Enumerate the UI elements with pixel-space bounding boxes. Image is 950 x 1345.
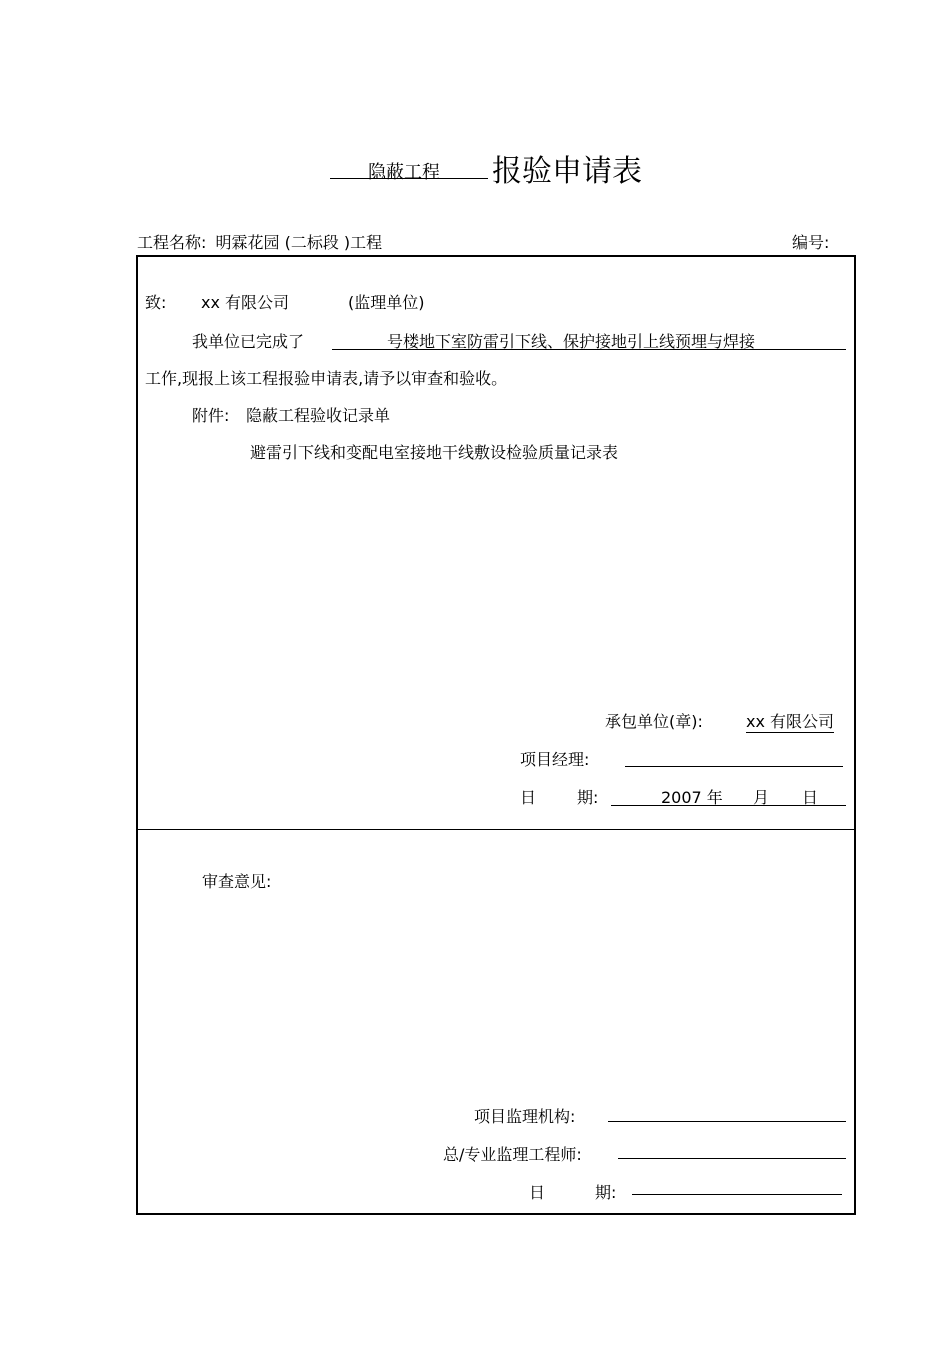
project-name-line — [137, 230, 382, 253]
title-form-name: 报验申请表 — [492, 154, 642, 189]
review-date-label-ri: 日 — [529, 1183, 546, 1202]
contractor-label: 承包单位(章): — [605, 712, 703, 731]
form-table — [136, 255, 856, 1215]
review-org-line — [608, 1121, 846, 1122]
date-label-qi: 期: — [577, 788, 599, 807]
date-label-ri: 日 — [520, 788, 537, 807]
review-org-label: 项目监理机构: — [474, 1107, 576, 1126]
work-item-field — [332, 329, 846, 350]
work-item-value: 号楼地下室防雷引下线、保护接地引上线预埋与焊接 — [387, 332, 756, 351]
review-engineer-line — [618, 1158, 846, 1159]
title-type-underline — [330, 158, 488, 183]
review-engineer-label: 总/专业监理工程师: — [443, 1145, 582, 1164]
attachment-item-2: 避雷引下线和变配电室接地干线敷设检验质量记录表 — [250, 443, 619, 462]
to-role: (监理单位) — [348, 293, 425, 312]
contractor-name: xx 有限公司 — [746, 709, 834, 733]
date-year: 2007 年 — [661, 788, 723, 807]
project-name: 明霖花园 (二标段 )工程 — [215, 233, 383, 252]
to-label: 致: — [145, 293, 167, 312]
attachment-item-1: 隐蔽工程验收记录单 — [246, 406, 391, 425]
serial-number-label: 编号: — [792, 233, 830, 252]
review-date-line — [632, 1194, 842, 1195]
continuation-text: 工作,现报上该工程报验申请表,请予以审查和验收。 — [145, 369, 508, 388]
to-company: xx 有限公司 — [201, 293, 290, 312]
date-month: 月 — [753, 788, 770, 807]
intro-text: 我单位已完成了 — [192, 332, 305, 351]
application-date-field — [611, 785, 846, 806]
review-opinion-label: 审查意见: — [202, 872, 272, 891]
review-date-label-qi: 期: — [595, 1183, 617, 1202]
form-title — [330, 146, 660, 189]
manager-signature-line — [625, 766, 843, 767]
title-type-label: 隐蔽工程 — [368, 162, 440, 183]
attachment-label: 附件: — [192, 406, 230, 425]
project-label: 工程名称: — [137, 233, 207, 252]
date-day: 日 — [802, 788, 819, 807]
manager-label: 项目经理: — [520, 750, 590, 769]
section-divider — [136, 829, 856, 830]
